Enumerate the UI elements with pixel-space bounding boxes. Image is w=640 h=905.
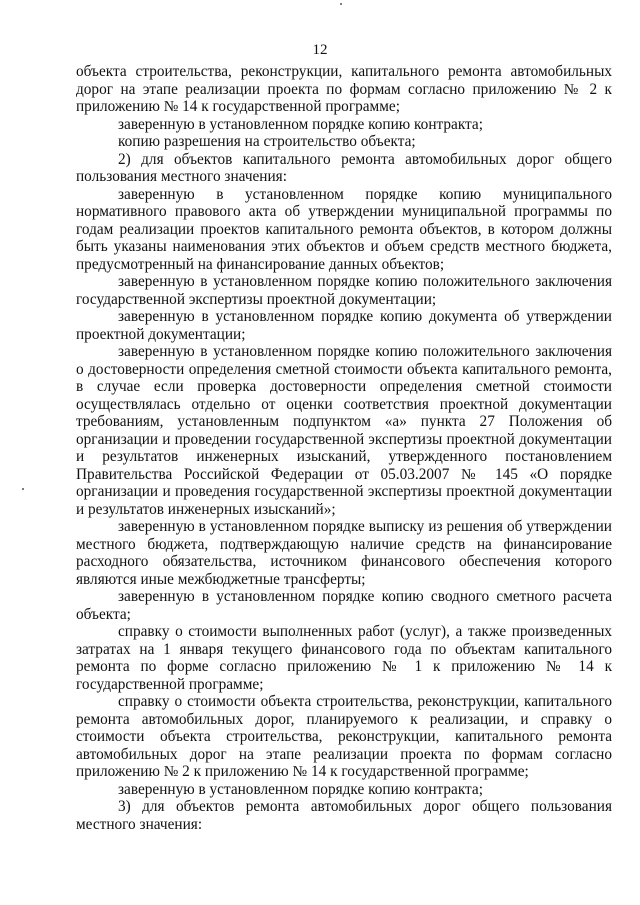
- paragraph: заверенную в установленном порядке копию контракта;: [118, 115, 483, 133]
- paragraph: копию разрешения на строительство объекта;: [118, 133, 416, 150]
- paragraph: заверенную в установленном порядке копию контракта;: [118, 780, 483, 798]
- scan-speck: [340, 3, 342, 5]
- paragraph: заверенную в установленном порядке копию положительного заключения государственной экспертизы проектной документации;: [76, 273, 612, 308]
- paragraph: справку о стоимости объекта строительства, реконструкции, капитального ремонта автомобильных дорог, планируемого к реализации, и справку о стоимости объекта строительства, реконструкции, капитального ремонта автомобильных дорог на этапе реализации проекта по формам согласно приложению № 2 к приложению № 14 к государственной программе;: [76, 693, 612, 780]
- paragraph: заверенную в установленном порядке копию муниципального нормативного правового акта об утверждении муниципальной программы по годам реализации проектов капитального ремонта объектов, в котором должны быть указаны наименования этих объектов и объем средств местного бюджета, предусмотренный на финансирование данных объектов;: [76, 185, 612, 273]
- paragraph: 2) для объектов капитального ремонта автомобильных дорог общего пользования местного значения:: [76, 150, 612, 185]
- paragraph: справку о стоимости выполненных работ (услуг), а также произведенных затратах на 1 января текущего финансового года по объектам капитального ремонта по форме согласно приложению № 1 к приложению № 14 к государственной программе;: [76, 623, 612, 693]
- document-body: [76, 63, 612, 833]
- paragraph: 3) для объектов ремонта автомобильных дорог общего пользования местного значения:: [76, 798, 612, 833]
- page-number: 12: [312, 42, 328, 58]
- paragraph: заверенную в установленном порядке копию документа об утверждении проектной документации;: [76, 308, 612, 343]
- paragraph: заверенную в установленном порядке копию положительного заключения о достоверности определения сметной стоимости объекта капитального ремонта, в случае если проверка достоверности определения сметной стоимости осуществлялась отдельно от оценки соответствия проектной документации требованиям, установленным подпунктом «а» пункта 27 Положения об организации и проведении государственной экспертизы проектной документации и результатов инженерных изысканий, утвержденного постановлением Правительства Российской Федерации от 05.03.2007 № 145 «О порядке организации и проведения государственной экспертизы проектной документации и результатов инженерных изысканий»;: [76, 343, 612, 518]
- paragraph: объекта строительства, реконструкции, капитального ремонта автомобильных дорог на этапе реализации проекта по формам согласно приложению № 2 к приложению № 14 к государственной программе;: [76, 63, 612, 115]
- paragraph: заверенную в установленном порядке копию сводного сметного расчета объекта;: [76, 588, 612, 623]
- scan-speck: [22, 488, 24, 490]
- paragraph: заверенную в установленном порядке выписку из решения об утверждении местного бюджета, подтверждающую наличие средств на финансирование расходного обязательства, источником финансового обеспечения которого являются иные межбюджетные трансферты;: [76, 518, 612, 588]
